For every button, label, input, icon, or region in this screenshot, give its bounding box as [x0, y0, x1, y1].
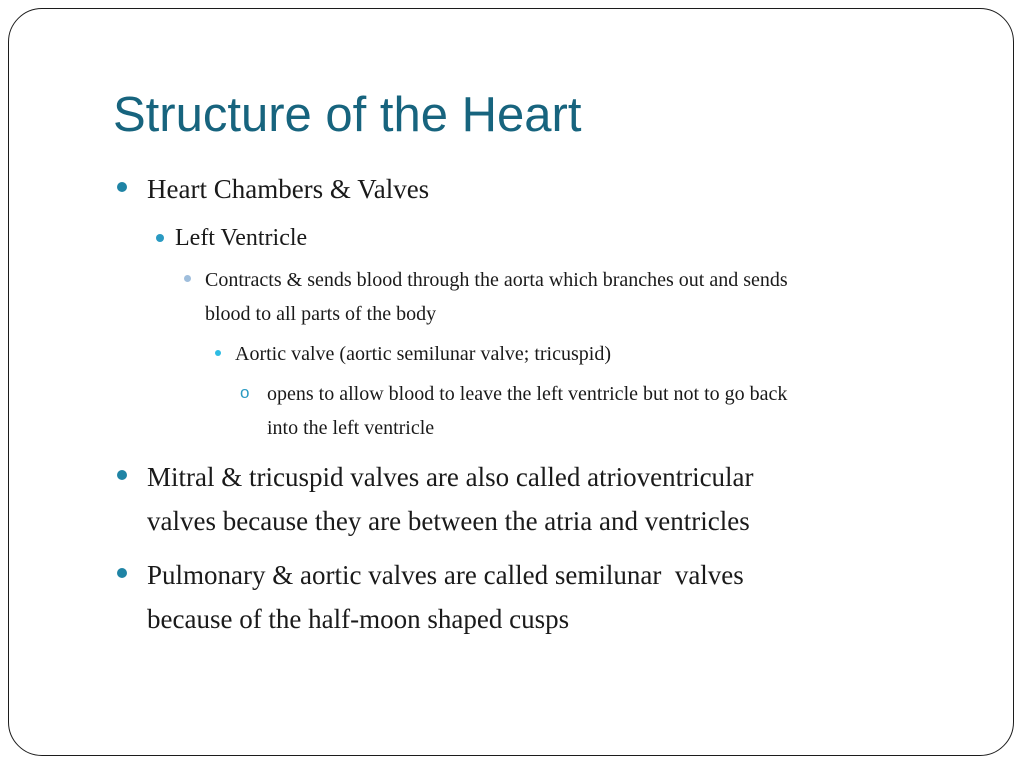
bullet-text-line-2: valves because they are between the atria and ventricles	[147, 506, 750, 536]
bullet-text-line-1: opens to allow blood to leave the left ventricle but not to go back	[267, 383, 788, 405]
bullet-text-line-2: because of the half-moon shaped cusps	[147, 604, 570, 634]
bullet-dot-icon	[184, 275, 191, 282]
bullet-dot-icon	[117, 182, 127, 192]
bullet-text-line-2: blood to all parts of the body	[205, 303, 437, 325]
bullet-text-line-2: into the left ventricle	[267, 417, 435, 439]
bullet-text: Aortic valve (aortic semilunar valve; tricuspid)	[235, 343, 611, 365]
bullet-dot-icon	[117, 470, 127, 480]
bullet-dot-icon	[156, 234, 164, 242]
bullet-text: Left Ventricle	[175, 225, 308, 251]
bullet-dot-icon	[215, 350, 221, 356]
bullet-text-line-1: Contracts & sends blood through the aorta which branches out and sends	[205, 269, 788, 291]
bullet-text-line-1: Mitral & tricuspid valves are also called atrioventricular	[147, 462, 754, 492]
bullet-text-line-1: Pulmonary & aortic valves are called semilunar valves	[147, 560, 744, 590]
circle-bullet-icon: o	[240, 383, 250, 402]
bullet-text: Heart Chambers & Valves	[147, 174, 430, 204]
slide-title: Structure of the Heart	[113, 88, 582, 142]
bullet-dot-icon	[117, 568, 127, 578]
